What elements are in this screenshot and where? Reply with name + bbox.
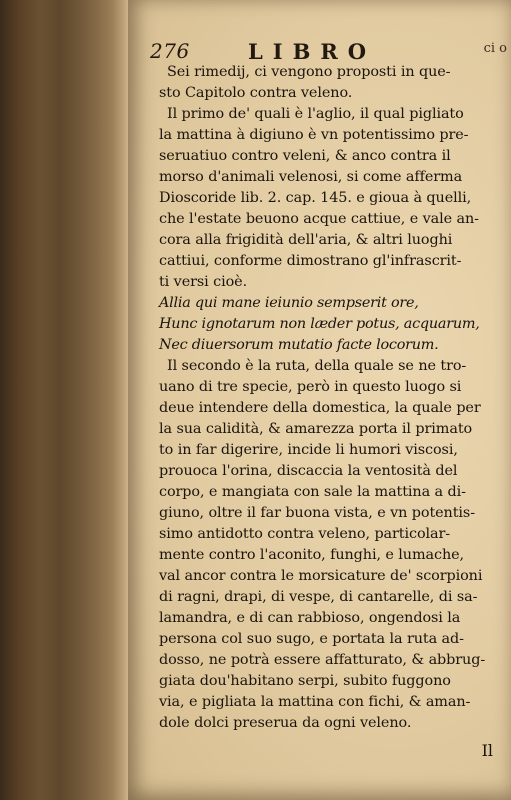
body-text [159,62,511,734]
top-right-fragment: ci o [483,41,507,56]
verse-line: Nec diuersorum mutatio facte locorum. [159,337,439,353]
text-line: cora alla frigidità dell'aria, & altri luoghi [159,232,453,248]
text-line: ti versi cioè. [159,274,248,290]
text-line: giuno, oltre il far buona vista, e vn potentis- [159,505,475,521]
page-number: 276 [150,39,190,63]
text-line: che l'estate beuono acque cattiue, e vale an- [159,211,479,227]
text-line: dosso, ne potrà essere affatturato, & abbrug- [159,652,486,668]
text-line: Dioscoride lib. 2. cap. 145. e gioua à quelli, [159,190,472,206]
text-line: sto Capitolo contra veleno. [159,85,353,101]
catchword: Il [481,741,493,760]
text-line: la sua calidità, & amarezza porta il primato [159,421,473,437]
text-line: to in far digerire, incide li humori viscosi, [159,442,458,458]
verse-line: Allia qui mane ieiunio sempserit ore, [159,295,419,311]
text-line: deue intendere della domestica, la quale per [159,400,481,416]
text-line: uano di tre specie, però in questo luogo si [159,379,462,395]
text-line: via, e pigliata la mattina con fichi, & aman- [159,694,471,710]
text-line: seruatiuo contro veleni, & anco contra il [159,148,451,164]
text-line: dole dolci preserua da ogni veleno. [159,715,412,731]
text-line: giata dou'habitano serpi, subito fuggono [159,673,451,689]
text-line: cattiui, conforme dimostrano gl'infrascrit- [159,253,462,269]
text-line: corpo, e mangiata con sale la mattina a di- [159,484,466,500]
verse-line: Hunc ignotarum non læder potus, acquarum, [159,316,480,332]
text-line: val ancor contra le morsicature de' scorpioni [159,568,483,584]
text-line: persona col suo sugo, e portata la ruta ad- [159,631,464,647]
text-line: morso d'animali velenosi, si come afferma [159,169,463,185]
text-line: simo antidotto contra veleno, particolar- [159,526,451,542]
running-head: LIBRO [248,39,377,64]
text-line: mente contro l'aconito, funghi, e lumache, [159,547,465,563]
text-line: lamandra, e di can rabbioso, ongendosi la [159,610,461,626]
text-line: prouoca l'orina, discaccia la ventosità del [159,463,458,479]
text-line: di ragni, drapi, di vespe, di cantarelle, di sa- [159,589,478,605]
text-line: la mattina à digiuno è vn potentissimo pre- [159,127,469,143]
text-line: Sei rimedij, ci vengono proposti in que- [167,64,451,80]
text-line: Il secondo è la ruta, della quale se ne tro- [167,358,467,374]
text-line: Il primo de' quali è l'aglio, il qual pigliato [167,106,464,122]
